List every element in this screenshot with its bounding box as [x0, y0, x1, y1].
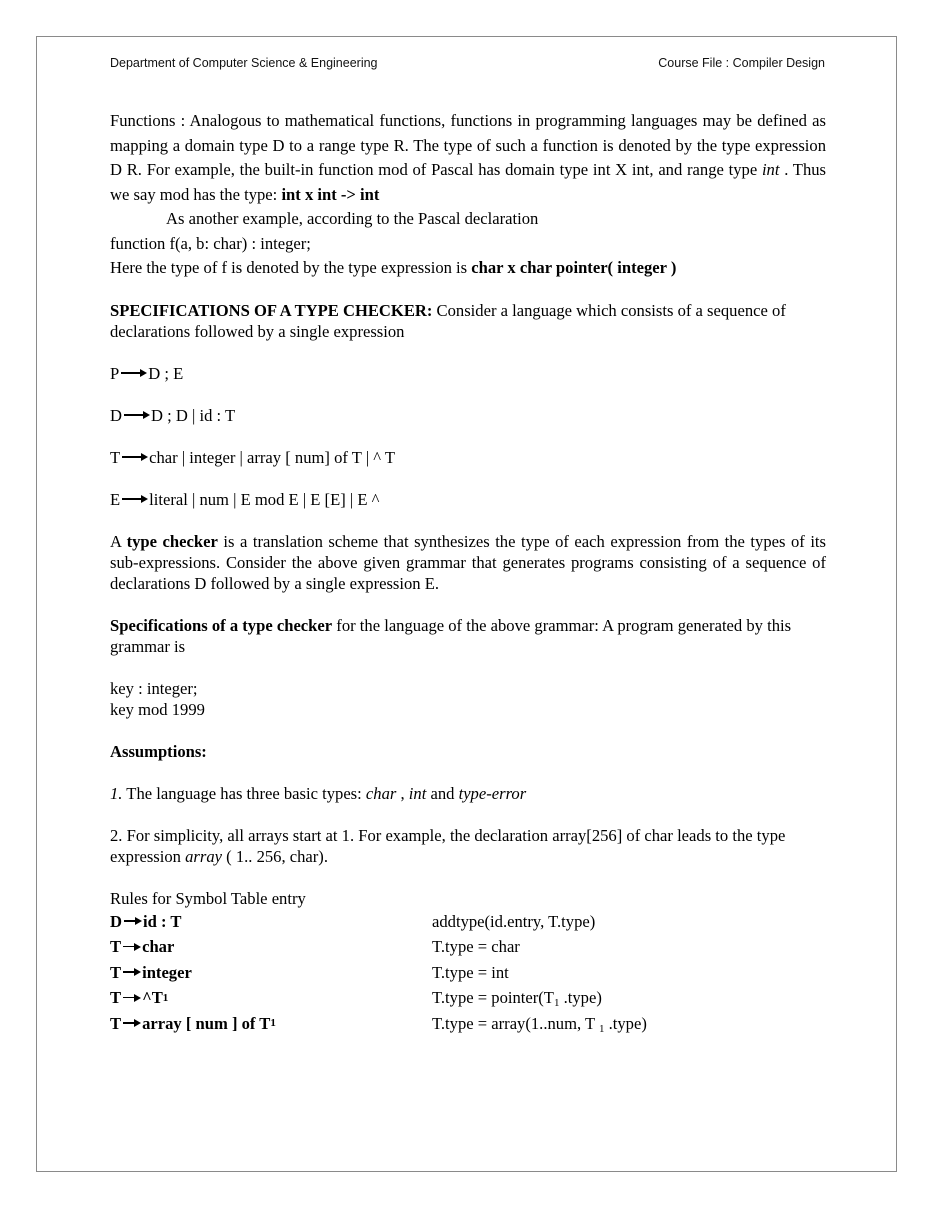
assumption-1-num: 1. — [110, 783, 123, 803]
assumptions-title: Assumptions: — [110, 741, 207, 761]
arrow-icon — [123, 993, 141, 1003]
action-subscript: 1 — [598, 1022, 605, 1035]
action-post: .type) — [559, 988, 602, 1007]
arrow-icon — [122, 494, 148, 504]
denoted-prefix: Here the type of f is denoted by the type expression is — [110, 258, 472, 277]
rule-row — [110, 1011, 826, 1037]
tc-bold: type checker — [126, 531, 218, 551]
header-department: Department of Computer Science & Engineering — [110, 56, 378, 70]
rule-row — [110, 985, 826, 1011]
rule-row — [110, 909, 826, 935]
rule-rhs: ^T — [142, 988, 163, 1007]
grammar-rhs: D ; E — [148, 363, 184, 383]
rule-lhs: D — [110, 911, 122, 931]
denoted-line — [110, 256, 826, 281]
rule-lhs: T — [110, 1013, 122, 1033]
type-error: type-error — [458, 783, 527, 803]
arrow-icon — [124, 916, 142, 926]
action-pre: T.type = pointer(T — [432, 988, 554, 1007]
spec2-paragraph — [110, 615, 826, 657]
array-italic: array — [185, 846, 222, 866]
tc-rest: is a translation scheme that synthesizes the type of each expression from the types of its sub-expressions. Consider the above given grammar that generates programs consisting of a sequence of declarations D followed by a single expression E. — [110, 531, 826, 593]
rule-lhs: T — [110, 962, 122, 982]
functions-paragraph — [110, 109, 826, 207]
grammar-rule-e — [110, 489, 826, 510]
arrow-icon — [121, 368, 147, 378]
type-checker-paragraph — [110, 531, 826, 594]
rule-production: T ^T 1 — [110, 985, 432, 1011]
denoted-type: char x char pointer( integer ) — [471, 258, 677, 277]
arrow-icon — [123, 942, 141, 952]
rule-action — [432, 1011, 826, 1037]
grammar-rhs: char | integer | array [ num] of T | ^ T — [149, 447, 395, 467]
grammar-rule-t — [110, 447, 826, 468]
mod-type: int x int -> int — [281, 184, 380, 204]
rules-table — [110, 909, 826, 1037]
spec-paragraph — [110, 300, 826, 342]
arrow-icon — [122, 452, 148, 462]
rule-rhs: id : T — [142, 911, 182, 931]
assumption-1-text: The language has three basic types: — [122, 783, 366, 803]
rule-action: T.type = int — [432, 962, 509, 982]
sep: , — [396, 783, 409, 803]
functions-tail: . Thus we say mod has the type: — [110, 160, 826, 204]
example-line: As another example, according to the Pascal declaration — [166, 209, 539, 228]
rule-row — [110, 960, 826, 986]
rule-production — [110, 934, 432, 960]
grammar-rhs: literal | num | E mod E | E [E] | E ^ — [149, 489, 380, 509]
assumption-2-tail: ( 1.. 256, char). — [222, 846, 328, 866]
tc-a: A — [110, 531, 127, 551]
rule-lhs: T — [110, 988, 122, 1007]
spec-heading: SPECIFICATIONS OF A TYPE CHECKER: — [110, 300, 433, 320]
int-italic: int — [761, 160, 780, 179]
rule-action: addtype(id.entry, T.type) — [432, 911, 596, 931]
arrow-icon — [123, 1018, 141, 1028]
grammar-lhs: P — [110, 363, 120, 383]
action-post: .type) — [604, 1013, 647, 1033]
program-line-1: key : integer; — [110, 678, 198, 698]
assumption-2-text: 2. For simplicity, all arrays start at 1. For example, the declaration array[256] of char leads to the type expression — [110, 825, 786, 866]
rule-rhs: integer — [142, 962, 192, 982]
declaration-line: function f(a, b: char) : integer; — [110, 233, 311, 253]
rule-production: T array [ num ] of T 1 — [110, 1011, 432, 1037]
spec2-bold: Specifications of a type checker — [110, 615, 333, 635]
rule-row — [110, 934, 826, 960]
program-line-2: key mod 1999 — [110, 699, 205, 719]
arrow-icon — [124, 410, 150, 420]
rule-rhs: char — [142, 937, 175, 956]
header-course: Course File : Compiler Design — [658, 56, 825, 70]
spec2-rest: for the language of the above grammar: A program generated by this grammar is — [110, 615, 792, 656]
grammar-lhs: T — [110, 447, 121, 467]
assumptions-heading — [110, 741, 826, 762]
grammar-rule-p — [110, 363, 826, 384]
functions-text: Functions : Analogous to mathematical functions, functions in programming languages may be defined as mapping a domain type D to a range type R. The type of such a function is denoted by the type expression D R. For example, the built-in function mod of Pascal has domain type int X int, and range type — [110, 111, 826, 179]
rule-rhs: array [ num ] of T — [142, 1013, 271, 1033]
sep: and — [426, 783, 459, 803]
rule-lhs: T — [110, 937, 122, 956]
rule-production — [110, 960, 432, 986]
grammar-lhs: E — [110, 489, 121, 509]
grammar-lhs: D — [110, 405, 122, 425]
rule-production — [110, 909, 432, 935]
arrow-icon — [123, 967, 141, 977]
type-char: char — [365, 783, 397, 803]
action-subscript: 1 — [553, 997, 560, 1009]
page-content — [110, 109, 826, 1036]
grammar-rule-d — [110, 405, 826, 426]
spec-text: Consider a language which consists of a sequence of declarations followed by a single expression — [110, 300, 786, 341]
rule-action — [432, 985, 826, 1011]
rule-action: T.type = char — [432, 937, 520, 956]
grammar-rhs: D ; D | id : T — [150, 405, 236, 425]
type-int: int — [408, 783, 427, 803]
assumption-2 — [110, 825, 826, 867]
rules-title: Rules for Symbol Table entry — [110, 888, 306, 908]
assumption-1 — [110, 783, 826, 804]
action-pre: T.type = array(1..num, T — [432, 1013, 599, 1033]
